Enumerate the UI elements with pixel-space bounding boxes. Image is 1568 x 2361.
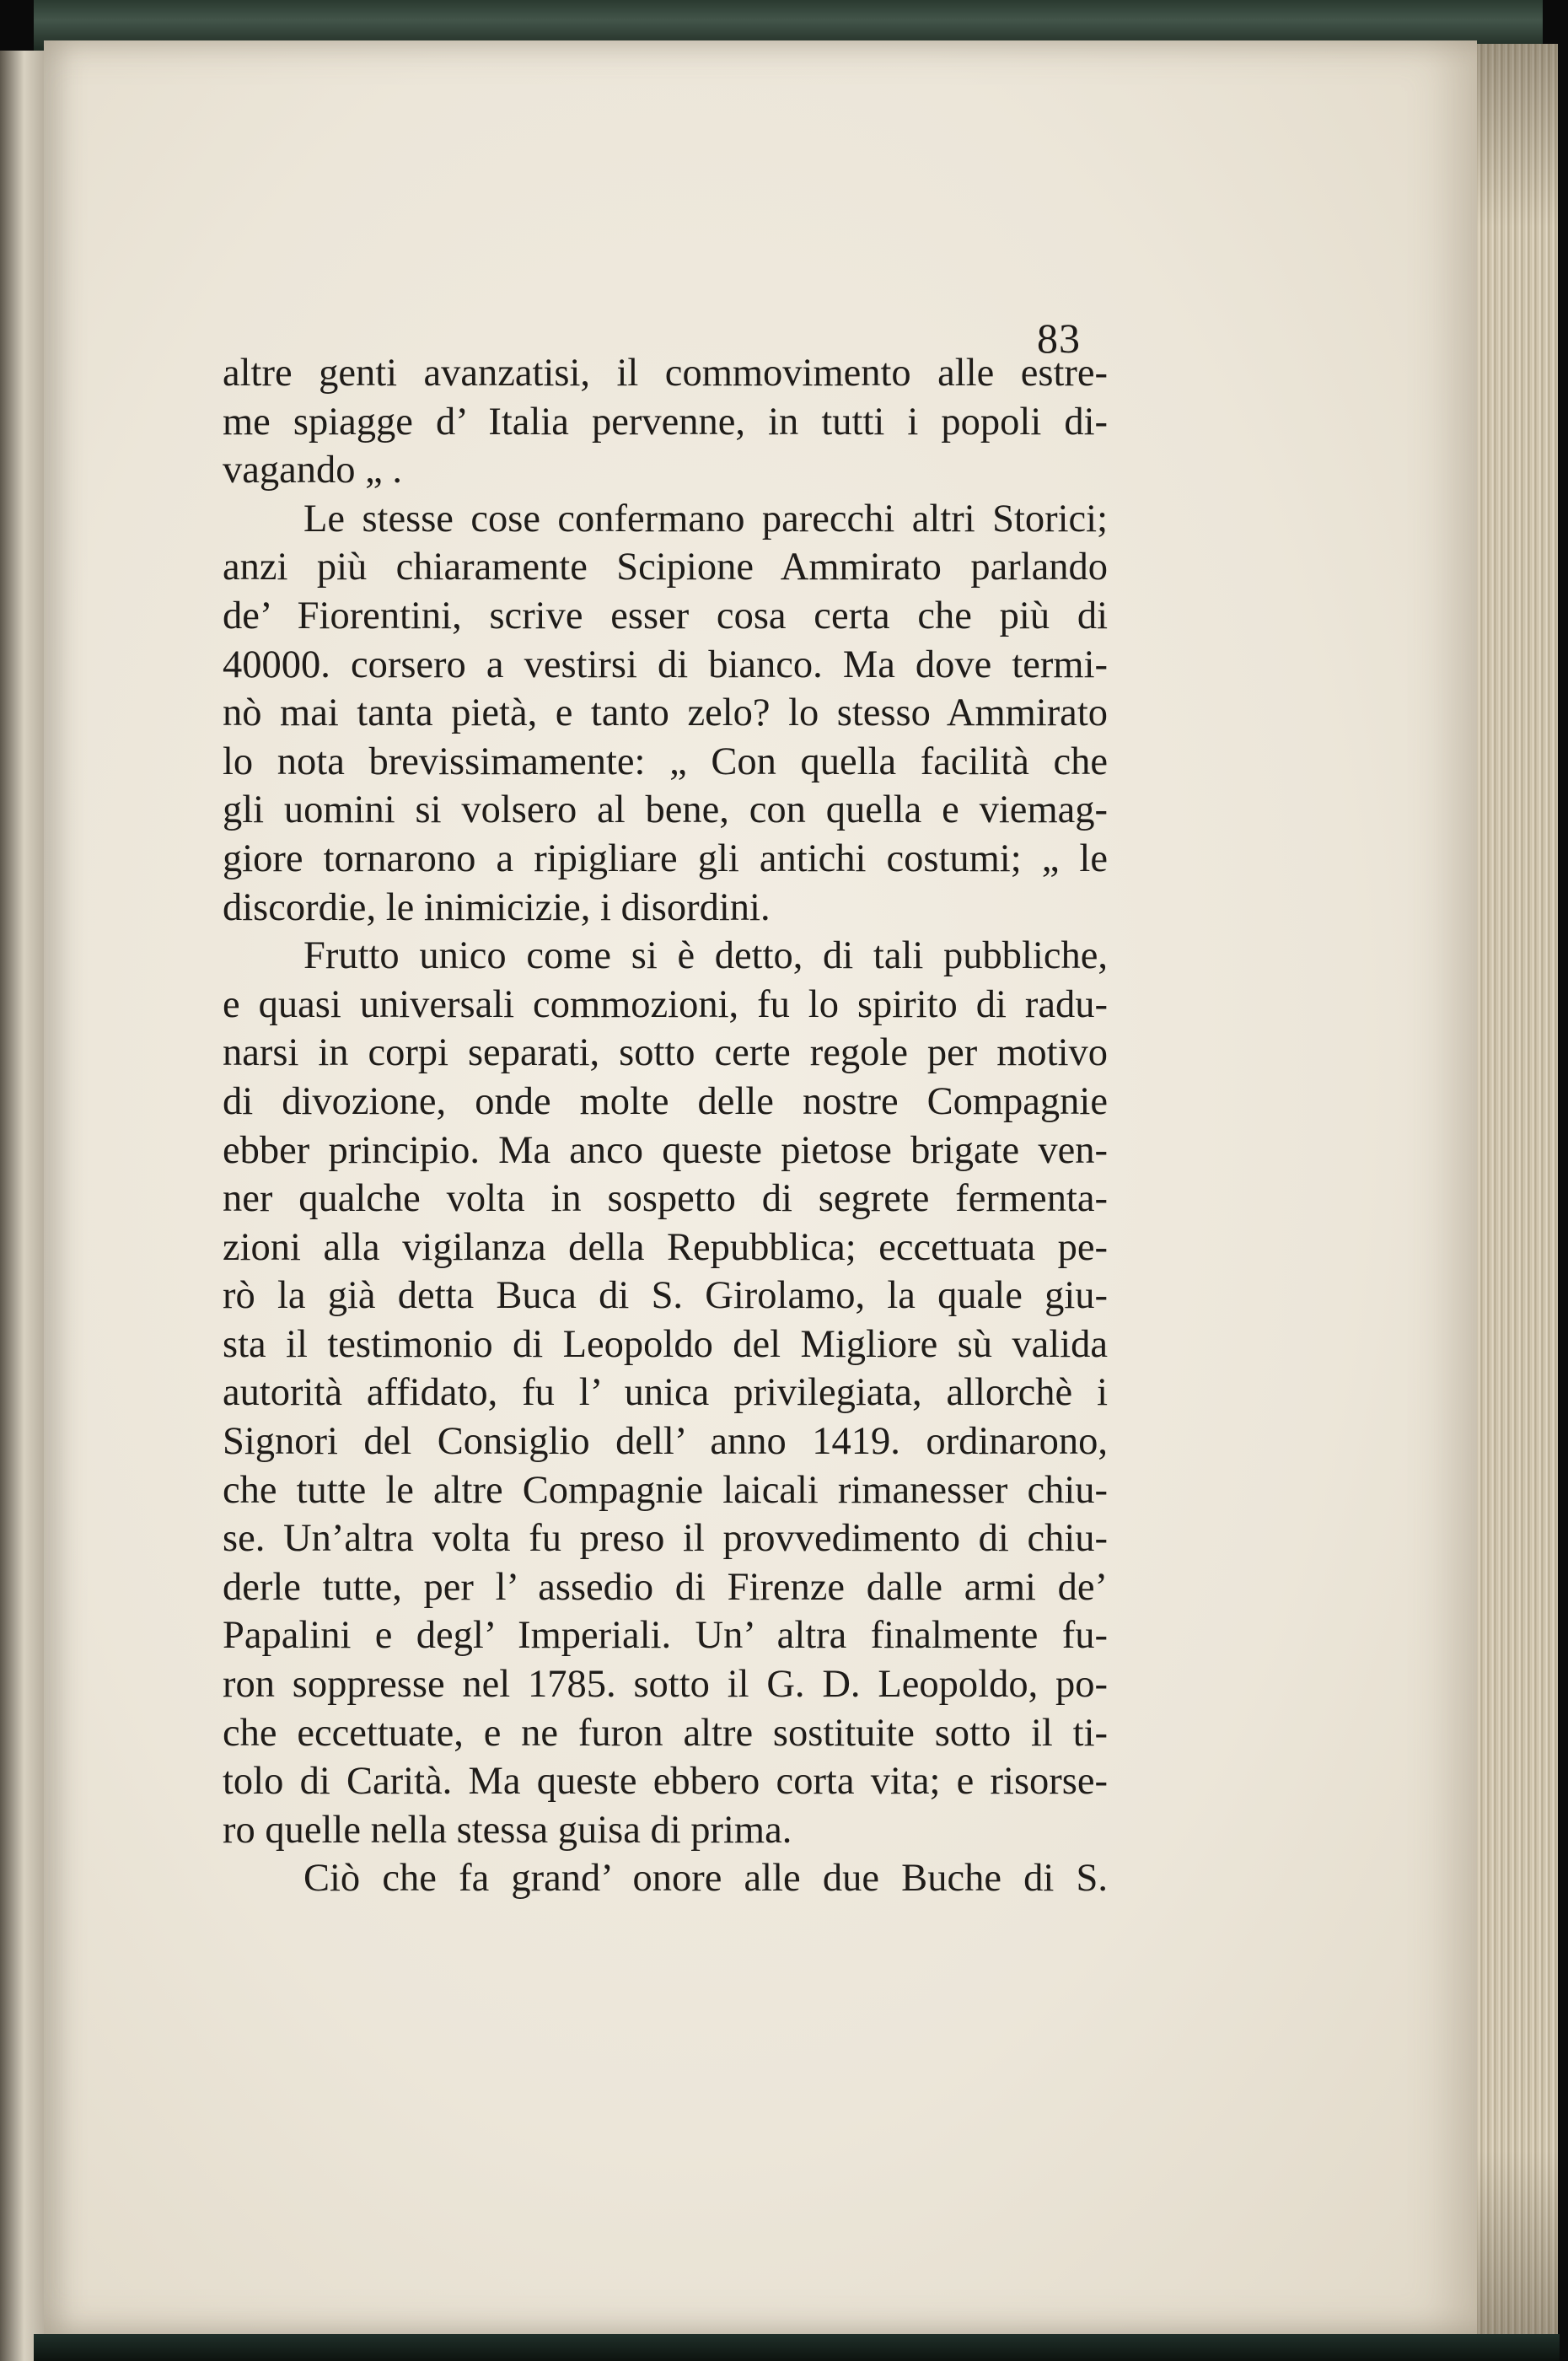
text-line: ron soppresse nel 1785. sotto il G. D. Leopoldo, po-: [223, 1663, 1108, 1707]
page-text: [223, 349, 1108, 1903]
text-line: sta il testimonio di Leopoldo del Migliore sù valida: [223, 1322, 1108, 1366]
text-line: derle tutte, per l’ assedio di Firenze dalle armi de’: [223, 1565, 1108, 1609]
text-line: e quasi universali commozioni, fu lo spirito di radu-: [223, 982, 1108, 1026]
text-line: me spiagge d’ Italia pervenne, in tutti i popoli di-: [223, 400, 1108, 444]
text-line: autorità affidato, fu l’ unica privilegiata, allorchè i: [223, 1371, 1108, 1415]
text-line: Frutto unico come si è detto, di tali pubbliche,: [303, 934, 1108, 978]
text-line: Le stesse cose confermano parecchi altri Storici;: [303, 497, 1108, 541]
text-line: altre genti avanzatisi, il commovimento alle estre-: [223, 352, 1108, 395]
text-line: Papalini e degl’ Imperiali. Un’ altra finalmente fu-: [223, 1614, 1108, 1658]
text-line: ner qualche volta in sospetto di segrete fermenta-: [223, 1177, 1108, 1221]
text-line: giore tornarono a ripigliare gli antichi costumi; „ le: [223, 836, 1108, 880]
text-line: tolo di Carità. Ma queste ebbero corta vita; e risorse-: [223, 1760, 1108, 1804]
text-line: gli uomini si volsero al bene, con quella e viemag-: [223, 788, 1108, 832]
text-line: Signori del Consiglio dell’ anno 1419. ordinarono,: [223, 1420, 1108, 1464]
text-line: Ciò che fa grand’ onore alle due Buche di S.: [303, 1857, 1108, 1901]
text-line: discordie, le inimicizie, i disordini.: [223, 885, 771, 929]
page-number: 83: [1037, 315, 1081, 362]
left-page-edge: [0, 51, 44, 2361]
text-line: de’ Fiorentini, scrive esser cosa certa che più di: [223, 594, 1108, 637]
book-cover-bottom: [34, 2334, 1560, 2361]
text-line: ebber principio. Ma anco queste pietose brigate ven-: [223, 1128, 1108, 1172]
text-line: rò la già detta Buca di S. Girolamo, la quale giu-: [223, 1274, 1108, 1318]
text-line: di divozione, onde molte delle nostre Compagnie: [223, 1079, 1108, 1123]
text-line: zioni alla vigilanza della Repubblica; eccettuata pe-: [223, 1225, 1108, 1269]
text-line: narsi in corpi separati, sotto certe regole per motivo: [223, 1031, 1108, 1075]
text-line: se. Un’altra volta fu preso il provvedimento di chiu-: [223, 1517, 1108, 1561]
text-line: 40000. corsero a vestirsi di bianco. Ma dove termi-: [223, 643, 1108, 686]
text-line: che eccettuate, e ne furon altre sostituite sotto il ti-: [223, 1711, 1108, 1755]
text-line: vagando „ .: [223, 449, 403, 492]
text-line: nò mai tanta pietà, e tanto zelo? lo stesso Ammirato: [223, 691, 1108, 735]
text-line: anzi più chiaramente Scipione Ammirato parlando: [223, 546, 1108, 589]
page-edges-right: [1477, 44, 1558, 2334]
text-line: lo nota brevissimamente: „ Con quella facilità che: [223, 739, 1108, 783]
text-line: ro quelle nella stessa guisa di prima.: [223, 1808, 792, 1852]
text-line: che tutte le altre Compagnie laicali rimanesser chiu-: [223, 1468, 1108, 1512]
